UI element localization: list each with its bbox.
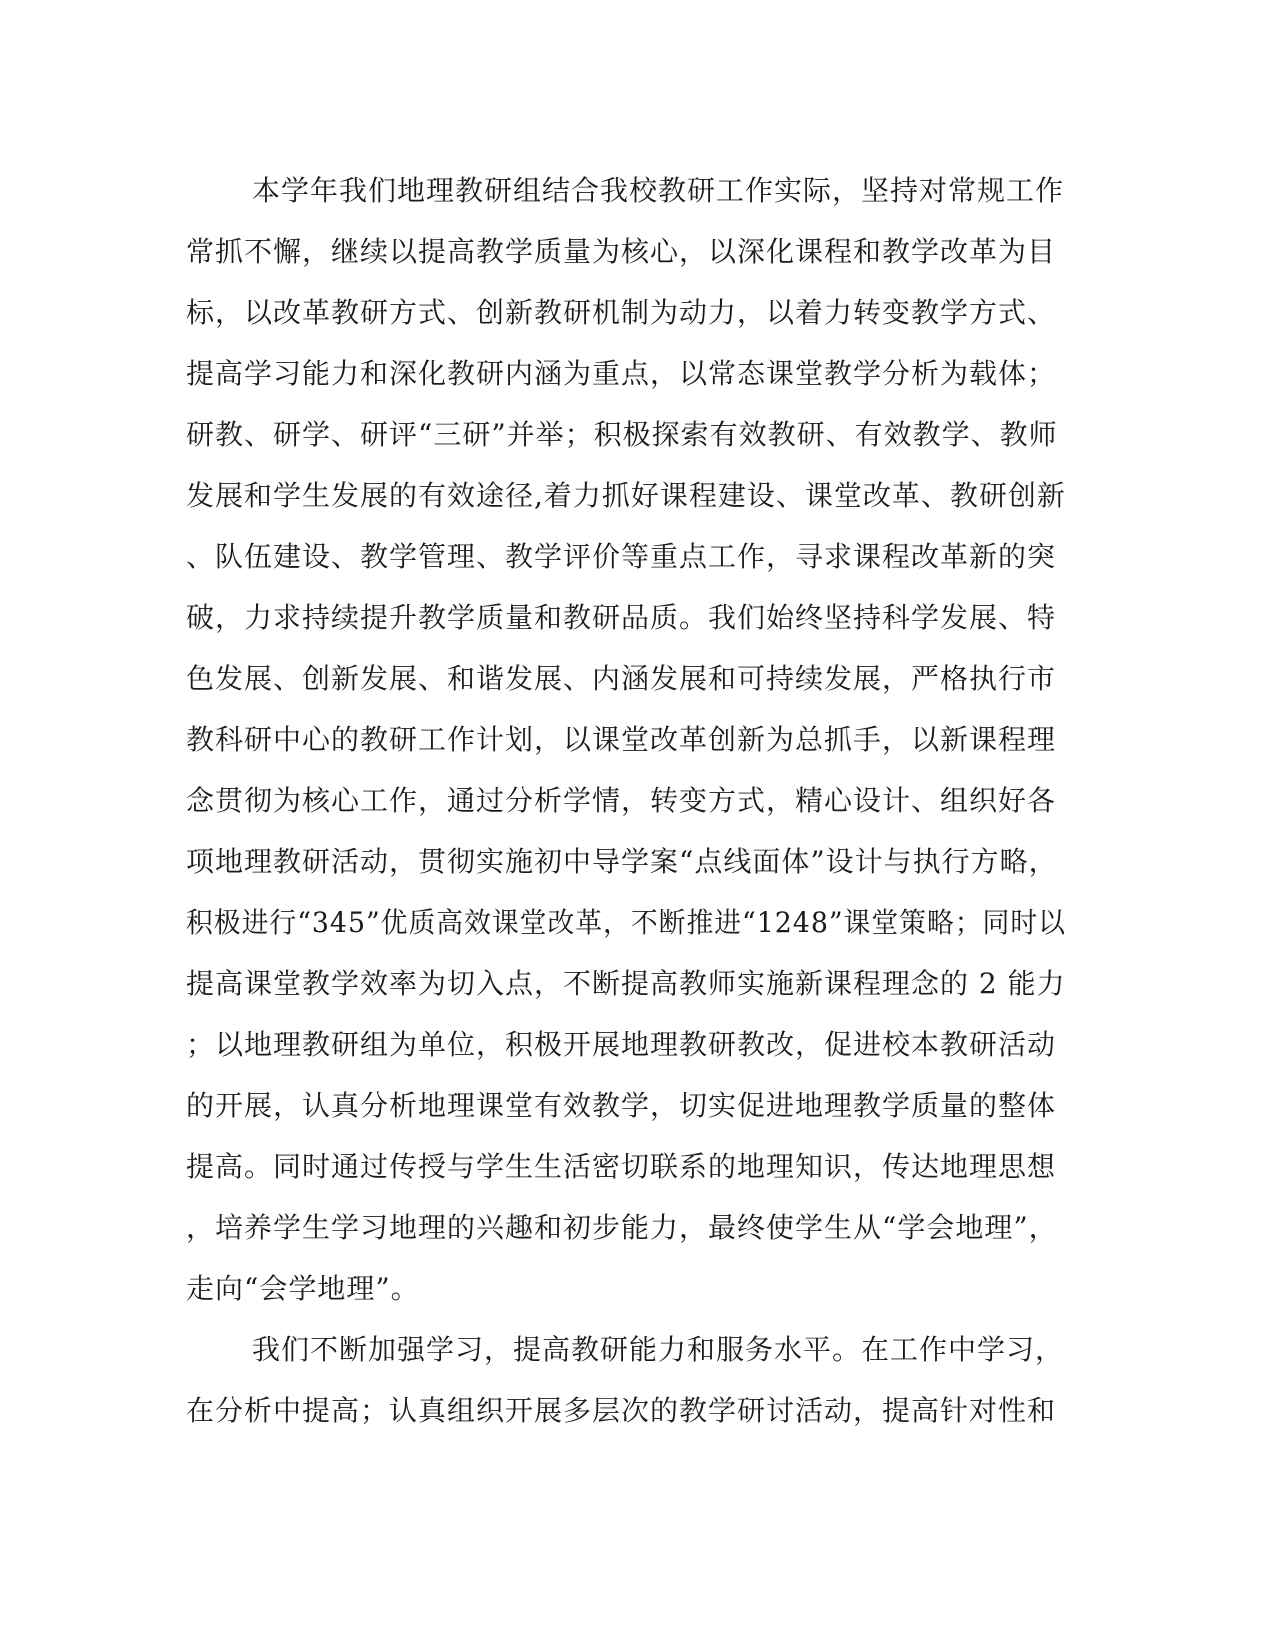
paragraph-1-line-7: 、队伍建设、教学管理、教学评价等重点工作，寻求课程改革新的突 [186, 540, 1057, 573]
paragraph-1-line-6: 发展和学生发展的有效途径,着力抓好课程建设、课堂改革、教研创新 [186, 479, 1066, 512]
document-body [186, 160, 1066, 1441]
paragraph-1-line-11: 念贯彻为核心工作，通过分析学情，转变方式，精心设计、组织好各 [186, 784, 1057, 817]
paragraph-1-line-16: 的开展，认真分析地理课堂有效教学，切实促进地理教学质量的整体 [186, 1089, 1057, 1122]
paragraph-1-line-5: 研教、研学、研评“三研”并举；积极探索有效教研、有效教学、教师 [186, 418, 1058, 451]
paragraph-1-line-12: 项地理教研活动，贯彻实施初中导学案“点线面体”设计与执行方略， [186, 845, 1058, 878]
paragraph-1-line-15: ；以地理教研组为单位，积极开展地理教研教改，促进校本教研活动 [186, 1028, 1057, 1061]
paragraph-1-line-8: 破，力求持续提升教学质量和教研品质。我们始终坚持科学发展、特 [186, 601, 1057, 634]
paragraph-1-line-19: 走向“会学地理”。 [186, 1272, 420, 1305]
paragraph-1-line-2: 常抓不懈，继续以提高教学质量为核心，以深化课程和教学改革为目 [186, 235, 1057, 268]
paragraph-1-line-1: 本学年我们地理教研组结合我校教研工作实际，坚持对常规工作 [252, 174, 1065, 207]
paragraph-1-line-10: 教科研中心的教研工作计划，以课堂改革创新为总抓手，以新课程理 [186, 723, 1057, 756]
paragraph-1-line-17: 提高。同时通过传授与学生生活密切联系的地理知识，传达地理思想 [186, 1150, 1057, 1183]
paragraph-1-line-13: 积极进行“345”优质高效课堂改革，不断推进“1248”课堂策略；同时以 [186, 906, 1066, 939]
paragraph-2-line-1: 我们不断加强学习，提高教研能力和服务水平。在工作中学习， [252, 1333, 1065, 1366]
paragraph-1-line-4: 提高学习能力和深化教研内涵为重点，以常态课堂教学分析为载体； [186, 357, 1057, 390]
paragraph-1-line-3: 标，以改革教研方式、创新教研机制为动力，以着力转变教学方式、 [186, 296, 1057, 329]
paragraph-1-line-18: ，培养学生学习地理的兴趣和初步能力，最终使学生从“学会地理”， [186, 1211, 1058, 1244]
paragraph-1-line-14: 提高课堂教学效率为切入点，不断提高教师实施新课程理念的 2 能力 [186, 967, 1066, 1000]
paragraph-1-line-9: 色发展、创新发展、和谐发展、内涵发展和可持续发展，严格执行市 [186, 662, 1057, 695]
paragraph-2-line-2: 在分析中提高；认真组织开展多层次的教学研讨活动，提高针对性和 [186, 1394, 1057, 1427]
